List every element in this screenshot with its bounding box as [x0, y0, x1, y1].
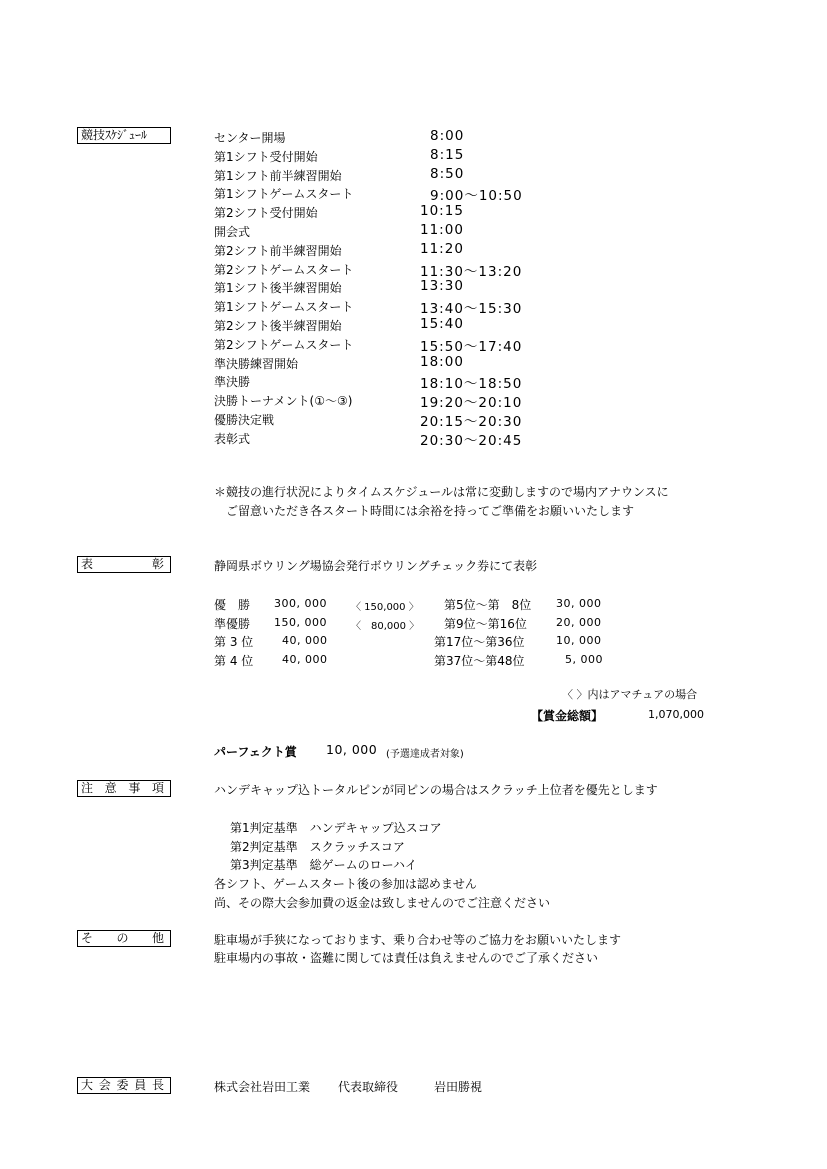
other-line: 駐車場が手狭になっております、乗り合わせ等のご協力をお願いいたします [214, 933, 622, 947]
notes-criterion: 第2判定基準 スクラッチスコア [230, 840, 405, 854]
schedule-time: 8:15 [430, 147, 465, 163]
schedule-time: 18:10～18:50 [420, 376, 523, 392]
schedule-time: 13:40～15:30 [420, 301, 523, 317]
award-label-char: 表 [81, 557, 94, 571]
chair-label-char: 員 [134, 1078, 147, 1092]
award-rank: 第9位～第16位 [444, 617, 527, 631]
notes-line: 各シフト、ゲームスタート後の参加は認めません [214, 877, 477, 891]
schedule-time: 15:40 [420, 316, 464, 332]
schedule-event: 第1シフト後半練習開始 [214, 281, 342, 295]
award-amount: 150, 000 [274, 616, 327, 629]
notes-section-label [77, 780, 171, 797]
schedule-event: 優勝決定戦 [214, 413, 275, 427]
other-line: 駐車場内の事故・盗難に関しては責任は負えませんのでご了承ください [214, 951, 599, 965]
schedule-note-line-2: ご留意いただき各スタート時間には余裕を持ってご準備をお願いいたします [226, 504, 635, 518]
notes-label-char: 注 [81, 781, 94, 795]
schedule-event: 決勝トーナメント(①～③) [214, 394, 353, 408]
award-amount: 30, 000 [556, 597, 602, 610]
schedule-time: 13:30 [420, 278, 464, 294]
notes-criterion: 第1判定基準 ハンデキャップ込スコア [230, 821, 442, 835]
total-prize-value: 1,070,000 [648, 708, 704, 721]
schedule-time: 20:30～20:45 [420, 433, 523, 449]
schedule-label-text: 競技ｽｹｼﾞｭｰﾙ [81, 128, 148, 142]
schedule-event: 第2シフトゲームスタート [214, 263, 354, 277]
chair-label-char: 会 [98, 1078, 111, 1092]
award-rank: 第17位～第36位 [434, 635, 525, 649]
award-amount: 20, 000 [556, 616, 602, 629]
schedule-event: 準決勝 [214, 375, 251, 389]
schedule-section-label [77, 127, 171, 144]
schedule-event: 第2シフトゲームスタート [214, 338, 354, 352]
perfect-award-note: (予選達成者対象) [386, 749, 464, 760]
other-label-char: そ [81, 931, 94, 945]
award-amount: 40, 000 [282, 634, 328, 647]
chair-company: 株式会社岩田工業 [214, 1080, 311, 1094]
award-rank: 第37位～第48位 [434, 654, 525, 668]
schedule-time: 11:30～13:20 [420, 264, 523, 280]
perfect-award-label: パーフェクト賞 [214, 745, 297, 759]
chair-section-label [77, 1077, 171, 1094]
award-amateur-amount: 〈 150,000 〉 [351, 602, 419, 613]
award-intro: 静岡県ボウリング場協会発行ボウリングチェック券にて表彰 [214, 559, 538, 573]
schedule-time: 20:15～20:30 [420, 414, 523, 430]
award-section-label [77, 556, 171, 573]
notes-label-char: 意 [104, 781, 117, 795]
schedule-event: 第1シフト前半練習開始 [214, 169, 342, 183]
notes-label-char: 項 [151, 781, 164, 795]
award-rank: 第5位～第 8位 [444, 598, 532, 612]
schedule-time: 8:00 [430, 128, 465, 144]
other-label-char: 他 [151, 931, 164, 945]
schedule-event: 準決勝練習開始 [214, 357, 299, 371]
award-amount: 300, 000 [274, 597, 327, 610]
notes-line: 尚、その際大会参加費の返金は致しませんのでご注意ください [214, 896, 551, 910]
schedule-event: 第1シフトゲームスタート [214, 300, 354, 314]
schedule-event: 第1シフトゲームスタート [214, 187, 354, 201]
schedule-event: 第2シフト前半練習開始 [214, 244, 342, 258]
schedule-event: 第1シフト受付開始 [214, 150, 318, 164]
schedule-time: 18:00 [420, 354, 464, 370]
award-amount: 5, 000 [565, 653, 603, 666]
award-rank: 優 勝 [214, 598, 251, 612]
notes-label-char: 事 [128, 781, 141, 795]
award-amount: 10, 000 [556, 634, 602, 647]
schedule-time: 19:20～20:10 [420, 395, 523, 411]
chair-label-char: 長 [151, 1078, 164, 1092]
schedule-time: 11:20 [420, 241, 464, 257]
other-label-char: の [116, 931, 129, 945]
schedule-event: 表彰式 [214, 432, 251, 446]
schedule-time: 15:50～17:40 [420, 339, 523, 355]
amateur-note: 〈 〉内はアマチュアの場合 [562, 688, 698, 701]
chair-title: 代表取締役 [338, 1080, 399, 1094]
schedule-event: 第2シフト受付開始 [214, 206, 318, 220]
award-amount: 40, 000 [282, 653, 328, 666]
award-label-char: 彰 [151, 557, 164, 571]
chair-name: 岩田勝視 [434, 1080, 483, 1094]
total-prize-label: 【賞金総額】 [531, 709, 604, 723]
schedule-time: 10:15 [420, 203, 464, 219]
chair-label-char: 委 [116, 1078, 129, 1092]
schedule-event: センター開場 [214, 131, 286, 145]
chair-label-char: 大 [81, 1078, 94, 1092]
schedule-note-line-1: ＊競技の進行状況によりタイムスケジュールは常に変動しますので場内アナウンスに [214, 485, 669, 499]
perfect-award-value: 10, 000 [326, 742, 378, 757]
schedule-time: 9:00～10:50 [430, 188, 523, 204]
award-rank: 第 4 位 [214, 654, 254, 668]
schedule-time: 8:50 [430, 166, 465, 182]
notes-intro: ハンデキャップ込トータルピンが同ピンの場合はスクラッチ上位者を優先とします [214, 783, 658, 797]
schedule-time: 11:00 [420, 222, 464, 238]
award-rank: 第 3 位 [214, 635, 254, 649]
notes-criterion: 第3判定基準 総ゲームのローハイ [230, 858, 418, 872]
other-section-label [77, 930, 171, 947]
award-amateur-amount: 〈 80,000 〉 [351, 621, 420, 632]
schedule-event: 第2シフト後半練習開始 [214, 319, 342, 333]
schedule-event: 開会式 [214, 225, 251, 239]
award-rank: 準優勝 [214, 617, 251, 631]
